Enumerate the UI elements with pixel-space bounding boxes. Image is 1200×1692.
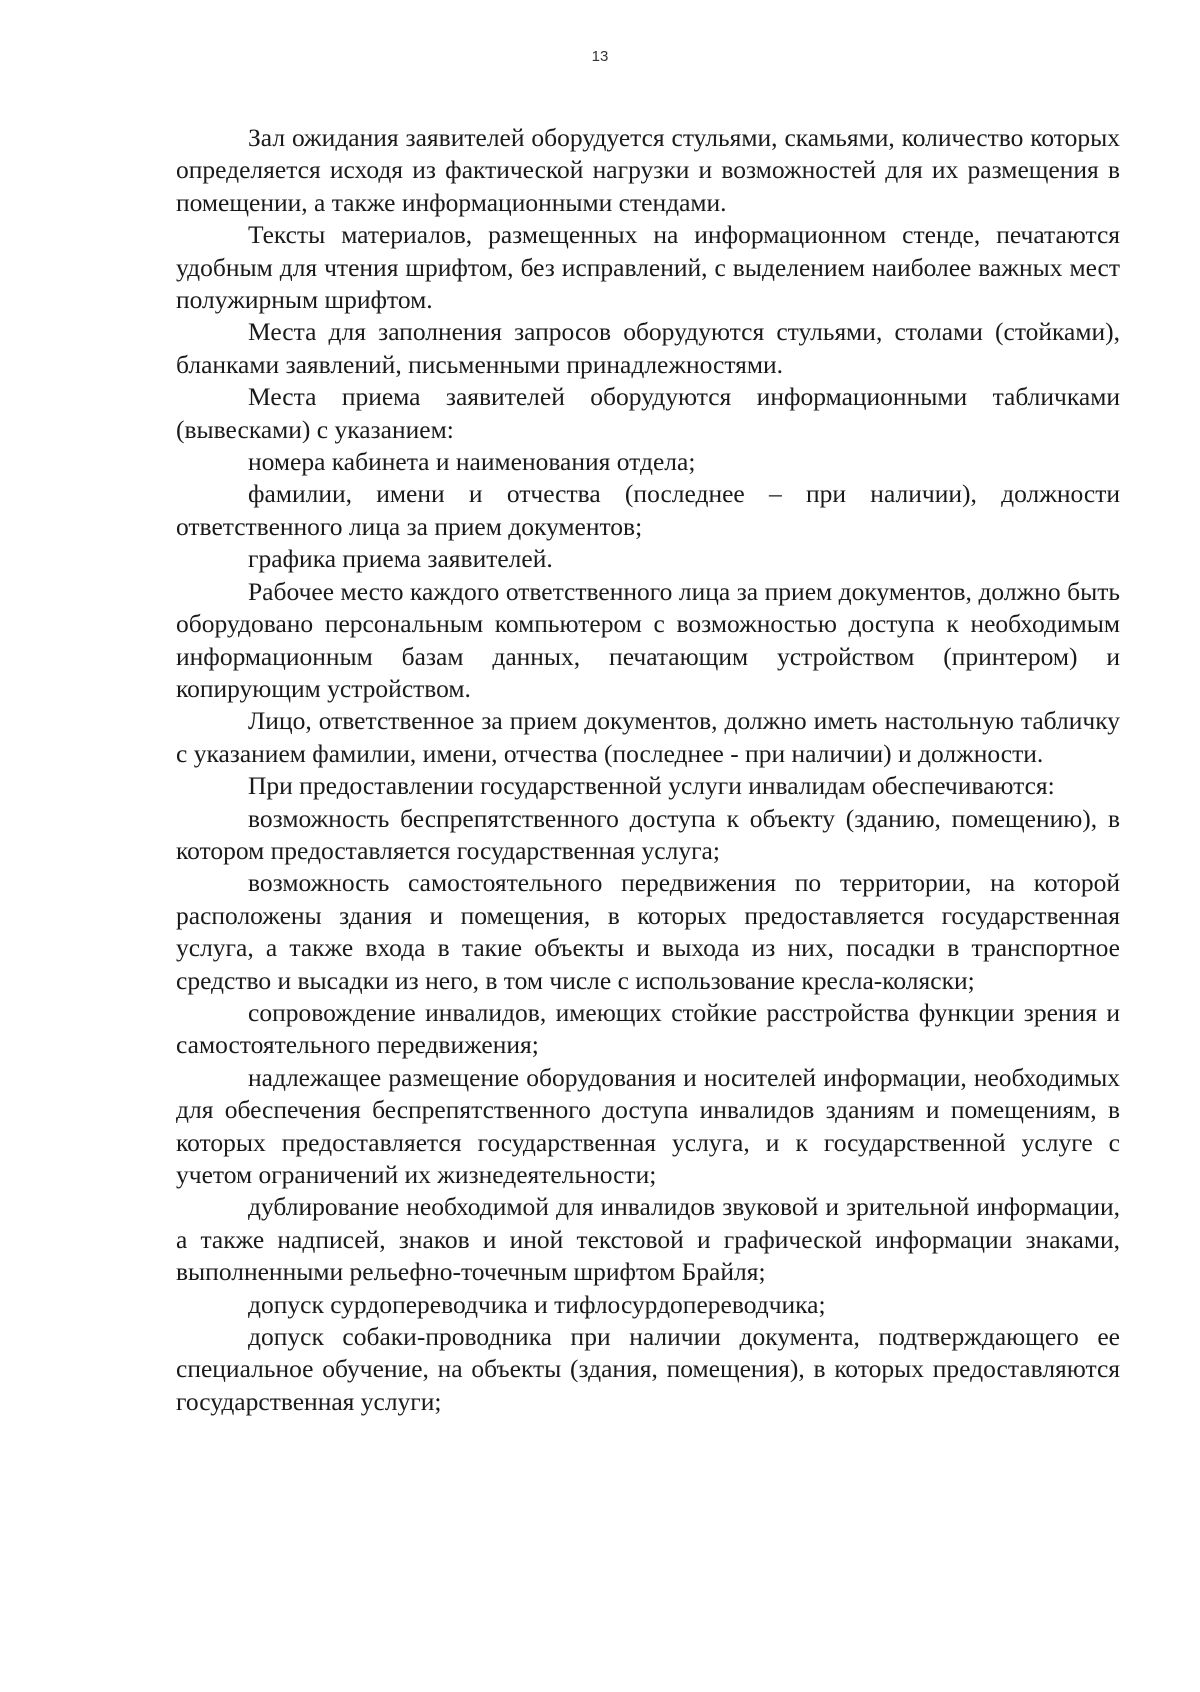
list-item-independent-movement: возможность самостоятельного передвижения по территории, на которой расположены здания и помещения, в которых предоставляется государственная услуга, а также входа в такие объекты и выхода из них, посадки в транспортное средство и высадки из него, в том числе с использование кресла-коляски; [176, 868, 1120, 995]
list-item-schedule: графика приема заявителей. [248, 544, 553, 574]
list-item-building-access: возможность беспрепятственного доступа к объекту (зданию, помещению), в котором предоставляется государственная услуга; [176, 803, 1120, 865]
list-item-guide-dog: допуск собаки-проводника при наличии документа, подтверждающего ее специальное обучение, на объекты (здания, помещения), в которых предоставляются государственная услуги; [176, 1322, 1120, 1416]
paragraph-disabled-provisions: При предоставлении государственной услуги инвалидам обеспечиваются: [248, 771, 1055, 801]
list-item-escort: сопровождение инвалидов, имеющих стойкие расстройства функции зрения и самостоятельного передвижения; [176, 997, 1120, 1060]
paragraph-request-places: Места для заполнения запросов оборудуются стульями, столами (стойками), бланками заявлений, письменными принадлежностями. [176, 317, 1120, 379]
list-item-braille: дублирование необходимой для инвалидов звуковой и зрительной информации, а также надписей, знаков и иной текстовой и графической информации знаками, выполненными рельефно-точечным шрифтом Брайля; [176, 1192, 1120, 1287]
paragraph-reception-places: Места приема заявителей оборудуются информационными табличками (вывесками) с указанием: [176, 382, 1120, 444]
paragraph-waiting-hall: Зал ожидания заявителей оборудуется стульями, скамьями, количество которых определяется исходя из фактической нагрузки и возможностей для их размещения в помещении, а также информационными стендами. [176, 123, 1120, 217]
paragraph-desk-sign: Лицо, ответственное за прием документов, должно иметь настольную табличку с указанием фамилии, имени, отчества (последнее - при наличии) и должности. [176, 706, 1120, 768]
paragraph-stand-texts: Тексты материалов, размещенных на информационном стенде, печатаются удобным для чтения шрифтом, без исправлений, с выделением наиболее важных мест полужирным шрифтом. [176, 220, 1120, 315]
page-number: 13 [591, 48, 609, 65]
list-item-responsible-person: фамилии, имени и отчества (последнее – при наличии), должности ответственного лица за прием документов; [176, 479, 1120, 541]
list-item-room-number: номера кабинета и наименования отдела; [248, 447, 696, 477]
document-body [176, 122, 1120, 1418]
list-item-sign-interpreter: допуск сурдопереводчика и тифлосурдопереводчика; [248, 1289, 826, 1319]
list-item-equipment-placement: надлежащее размещение оборудования и носителей информации, необходимых для обеспечения беспрепятственного доступа инвалидов зданиям и помещениям, в которых предоставляется государственная услуга, и к государственной услуге с учетом ограничений их жизнедеятельности; [176, 1062, 1120, 1189]
paragraph-workplace: Рабочее место каждого ответственного лица за прием документов, должно быть оборудовано персональным компьютером с возможностью доступа к необходимым информационным базам данных, печатающим устройством (принтером) и копирующим устройством. [176, 576, 1120, 703]
